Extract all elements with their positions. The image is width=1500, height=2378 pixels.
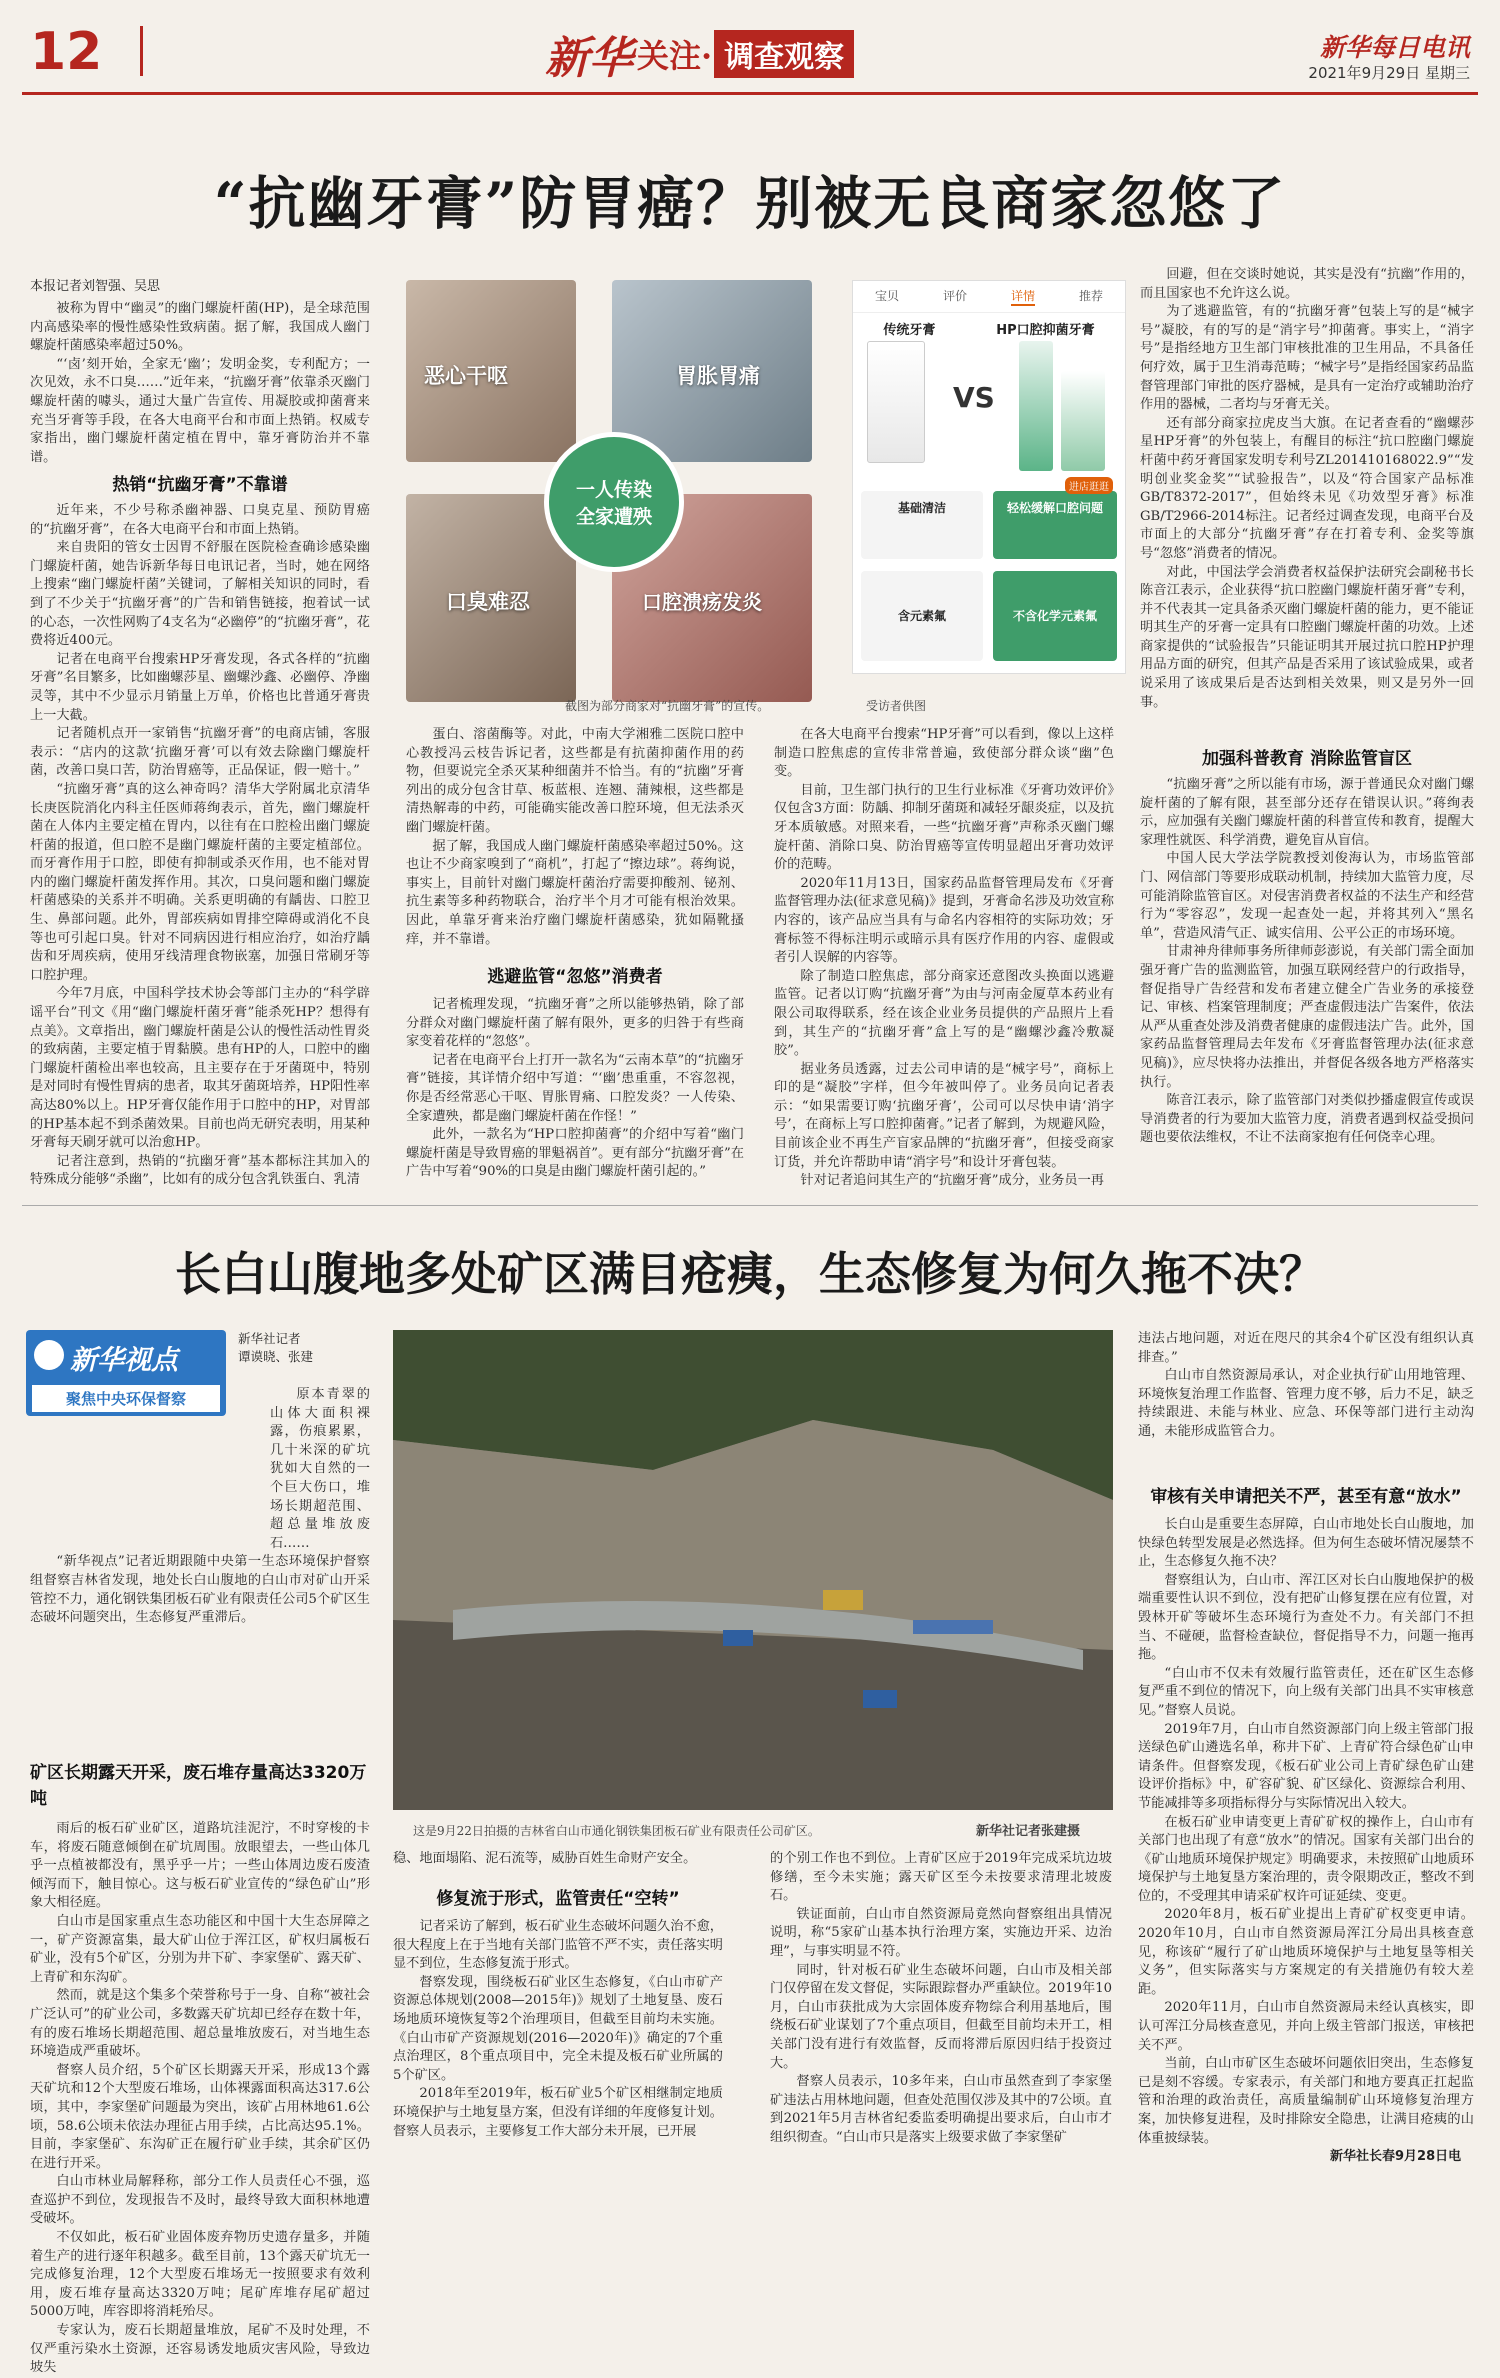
- paragraph: 在板石矿业申请变更上青矿矿权的操作上，白山市有关部门也出现了有意“放水”的情况。国家有关部门出台的《矿山地质环境保护规定》明确要求，未按照矿山地质环境保护与土地复垦方案治理的，责令限期改正，整改不到位的，不受理其申请采矿权许可证延续、变更。: [1138, 1814, 1474, 1904]
- image-credit: 受访者供图: [866, 699, 927, 713]
- section-name: 关注·: [637, 37, 713, 75]
- image-caption: 截图为部分商家对“抗幽牙膏”的宣传。: [565, 699, 770, 713]
- paragraph: 然而，就是这个集多个荣誉称号于一身、自称“被社会广泛认可”的矿业公司，多数露天矿坑却已经存在数十年，有的废石堆场长期超范围、超总量堆放废石，对当地生态环境造成严重破坏。: [30, 1988, 370, 2060]
- mine-photo-svg: [393, 1330, 1113, 1810]
- article2-intro: [30, 1386, 370, 1752]
- promo-image-group: [406, 280, 1126, 720]
- article1-col3: [774, 726, 1114, 1188]
- paragraph: 除了制造口腔焦虑，部分商家还意图改头换面以逃避监管。记者以订购“抗幽牙膏”为由与河南金厦草本药业有限公司取得联系，经在该企业业务员提供的产品照片上看到，其生产的“抗幽牙膏”盒上写的是“幽螺沙鑫冷敷凝胶”。: [774, 968, 1114, 1059]
- product-left-name: 传统牙膏: [883, 323, 936, 338]
- paragraph: 2018年至2019年，板石矿业5个矿区相继制定地质环境保护与土地复垦方案，但没有详细的年度修复计划。督察人员表示，主要修复工作大部分未开展，已开展: [393, 2086, 723, 2139]
- header-rule: [22, 92, 1478, 95]
- paragraph: 2020年11月13日，国家药品监督管理局发布《牙膏监督管理办法(征求意见稿)》提到，牙膏命名涉及功效宣称内容的，该产品应当具有与命名内容相符的实际功效；牙膏标签不得标注明示或暗示具有医疗作用的内容、虚假或者引人误解的内容等。: [774, 875, 1114, 966]
- article1-col4: [1140, 266, 1474, 732]
- paragraph: 稳、地面塌陷、泥石流等，威胁百姓生命财产安全。: [393, 1851, 697, 1866]
- paragraph: 雨后的板石矿业矿区，道路坑洼泥泞，不时穿梭的卡车，将废石随意倾倒在矿坑周围。放眼望去，一些山体几乎一点植被都没有，黑乎乎一片；一些山体周边废石废渣倾泻而下，触目惊心。这与板石矿业宣传的“绿色矿山”形象大相径庭。: [30, 1821, 370, 1911]
- article1-byline: 本报记者刘智强、吴思: [30, 279, 161, 294]
- section-box: 调查观察: [714, 30, 854, 78]
- paragraph: 督察人员介绍，5个矿区长期露天开采，形成13个露天矿坑和12个大型废石堆场，山体裸露面积高达317.6公顷，其中，李家堡矿问题最为突出，该矿占用林地61.6公顷，58.6公顷未依法办理征占用手续，占比高达95.1%。目前，李家堡矿、东沟矿正在履行矿业手续，其余矿区仍在进行开采。: [30, 2062, 370, 2171]
- article2-byline: [238, 1330, 313, 1366]
- paragraph: 对此，中国法学会消费者权益保护法研究会副秘书长陈音江表示，企业获得“抗口腔幽门螺旋杆菌牙膏”专利，并不代表其一定具备杀灭幽门螺旋杆菌的能力，更不能证明其生产的牙膏一定具有口腔幽门螺旋杆菌的功效。上述商家提供的“试验报告”只能证明其开展过抗口腔HP护理用品方面的研究，但其产品是否采用了该试验成果，或者说采用了该成果后是否达到相关效果，则又是另外一回事。: [1140, 564, 1474, 710]
- paper-brand: 新华每日电讯: [1319, 33, 1470, 62]
- tile-label: 胃胀胃痛: [676, 364, 760, 388]
- paragraph: 据业务员透露，过去公司申请的是“械字号”，商标上印的是“凝胶”字样，但今年被叫停了。业务员向记者表示：“如果需要订购‘抗幽牙膏’，公司可以尽快申请‘消字号’，在商标上写口腔抑菌膏。”记者了解到，为规避风险，目前该企业不再生产盲家品牌的“抗幽牙膏”，但接受商家订货，并允许帮助申请“消字号”和设计牙膏包装。: [774, 1061, 1114, 1170]
- paragraph: 来自贵阳的管女士因胃不舒服在医院检查确诊感染幽门螺旋杆菌，她告诉新华每日电讯记者，当时，她在网络上搜索“幽门螺旋杆菌”关键词，了解相关知识的同时，看到了不少关于“抗幽牙膏”的广告和销售链接，抱着试一试的心态，一次性网购了4支名为“必幽停”的“抗幽牙膏”，花费将近400元。: [30, 540, 370, 649]
- paragraph: 今年7月底，中国科学技术协会等部门主办的“科学辟谣平台”刊文《用“幽门螺旋杆菌牙膏”能杀死HP？想得有点美》。文章指出，幽门螺旋杆菌是公认的慢性活动性胃炎的致病菌，主要定植于胃黏膜。患有HP的人，口腔中的幽门螺旋杆菌检出率也较高，且主要存在于牙菌斑中，特别是对同时有慢性胃病的患者，取其牙菌斑培养，HP阳性率高达80%以上。HP牙膏仅能作用于口腔中的HP，对胃部的HP基本起不到杀菌效果。目前也尚无研究表明，用某种牙膏每天刷牙就可以治愈HP。: [30, 986, 370, 1151]
- paragraph: 的个别工作也不到位。上青矿区应于2019年完成采坑边坡修缮，至今未实施；露天矿区至今未按要求清理北坡废石。: [770, 1851, 1112, 1904]
- product-right-name: HP口腔抑菌牙膏: [996, 323, 1095, 338]
- compare-right-row2: 不含化学元素氟: [993, 571, 1117, 661]
- article1-sub2: 逃避监管“忽悠”消费者: [487, 967, 663, 987]
- eye-icon: [34, 1340, 64, 1370]
- article2-sub1: 矿区长期露天开采，废石堆存量高达3320万吨: [30, 1763, 367, 1809]
- phone-tab: 推荐: [1078, 289, 1103, 303]
- tile-label: 口臭难忍: [446, 590, 530, 614]
- vs-label: VS: [953, 381, 995, 414]
- paragraph: 白山市林业局解释称，部分工作人员责任心不强，巡查巡护不到位，发现报告不及时，最终导致大面积林地遭受破坏。: [30, 2174, 370, 2227]
- paragraph: 此外，一款名为“HP口腔抑菌膏”的介绍中写着“幽门螺旋杆菌是导致胃癌的罪魁祸首”。更有部分“抗幽牙膏”在广告中写着“90%的口臭是由幽门螺旋杆菌引起的。”: [406, 1127, 744, 1180]
- section-header: [545, 26, 854, 82]
- paragraph: 记者在电商平台搜索HP牙膏发现，各式各样的“抗幽牙膏”名目繁多，比如幽螺莎星、幽螺沙鑫、必幽停、净幽灵等，其中不少显示月销量上万单，价格也比普通牙膏贵上一大截。: [30, 651, 370, 723]
- paragraph: 督察组认为，白山市、浑江区对长白山腹地保护的极端重要性认识不到位，没有把矿山修复摆在应有位置，对毁林开矿等破坏生态环境行为查处不力。有关部门不担当、不碰硬，监督检查缺位，督促指导不力，问题一拖再拖。: [1138, 1572, 1474, 1663]
- badge-line: 一人传染: [575, 479, 652, 501]
- paragraph: 督察人员表示，10多年来，白山市虽然查到了李家堡矿违法占用林地问题，但查处范围仅涉及其中的7公顷。直到2021年5月吉林省纪委监委明确提出要求后，白山市才组织彻查。“白山市只是落实上级要求做了李家堡矿: [770, 2074, 1112, 2145]
- phone-tab: 宝贝: [874, 289, 899, 303]
- paragraph: 为了逃避监管，有的“抗幽牙膏”包装上写的是“械字号”凝胶，有的写的是“消字号”抑菌膏。事实上，“消字号”是指经地方卫生部门审核批准的卫生用品，不具备任何疗效，属于卫生消毒范畴；“械字号”是指经国家药品监督管理部门审批的医疗器械，是具有一定治疗或辅助治疗作用的器械，二者均与牙膏无关。: [1140, 304, 1474, 413]
- paragraph: 据了解，我国成人幽门螺旋杆菌感染率超过50%。这也让不少商家嗅到了“商机”，打起了“擦边球”。蒋绚说，事实上，目前针对幽门螺旋杆菌治疗需要抑酸剂、铋剂、抗生素等多种药物联合，治疗半个月才可能有根治效果。因此，单靠牙膏来治疗幽门螺旋杆菌感染，犹如隔靴搔痒，并不靠谱。: [406, 838, 744, 947]
- paragraph: 督察发现，围绕板石矿业区生态修复，《白山市矿产资源总体规划(2008—2015年)》规划了土地复垦、废石场地质环境恢复等2个治理项目，但截至目前均未实施。《白山市矿产资源规划(2016—2020年)》确定的7个重点治理区，8个重点项目中，完全未提及板石矿业所属的5个矿区。: [393, 1974, 723, 2083]
- article1-col1-intro: [30, 300, 370, 465]
- paragraph: 记者注意到，热销的“抗幽牙膏”基本都标注其加入的特殊成分能够“杀幽”，比如有的成分包含乳铁蛋白、乳清: [30, 1153, 370, 1188]
- paragraph: 长白山是重要生态屏障，白山市地处长白山腹地，加快绿色转型发展是必然选择。但为何生态破坏情况屡禁不止，生态修复久拖不决？: [1138, 1517, 1474, 1570]
- phone-screenshot: [852, 280, 1126, 674]
- article1-headline: “抗幽牙膏”防胃癌？别被无良商家忽悠了: [213, 170, 1287, 237]
- phone-tab-active: 详情: [1011, 287, 1035, 306]
- paragraph: 白山市是国家重点生态功能区和中国十大生态屏障之一，矿产资源富集，最大矿山位于浑江区，矿权归属板石矿业，没有5个矿区，分别为井下矿、李家堡矿、露天矿、上青矿和东沟矿。: [30, 1913, 370, 1985]
- article2-headline: 长白山腹地多处矿区满目疮痍，生态修复为何久拖不决？: [175, 1247, 1325, 1301]
- paragraph: 2020年11月，白山市自然资源局未经认真核实，即认可浑江分局核查意见，并向上级主管部门报送，审核把关不严。: [1138, 2000, 1474, 2053]
- hp-toothpaste-icon: [1019, 341, 1053, 471]
- paragraph: “‘卤’刻开始，全家无‘幽’；发明金奖，专利配方；一次见效，永不口臭……”近年来，“抗幽牙膏”依靠杀灭幽门螺旋杆菌的噱头，通过大量广告宣传、用凝胶或抑菌膏来充当牙膏等手段，在各大电商平台和市面上热销。权威专家指出，幽门螺旋杆菌定植在胃中，靠牙膏防治并不靠谱。: [30, 356, 370, 465]
- paragraph: 记者随机点开一家销售“抗幽牙膏”的电商店铺，客服表示：“店内的这款‘抗幽牙膏’可以有效去除幽门螺旋杆菌，改善口臭口苦，防治胃癌等，正品保证，假一赔十。”: [30, 726, 370, 779]
- paragraph: “抗幽牙膏”真的这么神奇吗？清华大学附属北京清华长庚医院消化内科主任医师蒋绚表示，首先，幽门螺旋杆菌在人体内主要定植在胃内，以往有在口腔检出幽门螺旋杆菌的报道，但口腔不是幽门螺旋杆菌的主要定植部位。而牙膏作用于口腔，即使有抑制或杀灭作用，也不能对胃内的幽门螺旋杆菌发挥作用。其次，口臭问题和幽门螺旋杆菌感染的关系并不明确。关系更明确的有龋齿、口腔卫生、鼻部问题。此外，胃部疾病如胃排空障碍或消化不良等也可引起口臭。针对不同病因进行相应治疗，如治疗龋齿和牙周疾病，使用牙线清理食物嵌塞，加强日常刷牙等口腔护理。: [30, 781, 370, 983]
- promo-center-badge: [544, 432, 684, 572]
- article2-col1: [30, 1820, 370, 2376]
- paragraph: 回避，但在交谈时她说，其实是没有“抗幽”作用的，而且国家也不允许这么说。: [1140, 267, 1474, 301]
- paragraph: 近年来，不少号称杀幽神器、口臭克星、预防胃癌的“抗幽牙膏”，在各大电商平台和市面上热销。: [30, 503, 370, 537]
- paragraph: “新华视点”记者近期跟随中央第一生态环境保护督察组督察吉林省发现，地处长白山腹地的白山市对矿山开采管控不力，通化钢铁集团板石矿业有限责任公司5个矿区生态破坏问题突出，生态修复严重滞后。: [30, 1554, 370, 1626]
- paragraph: 当前，白山市矿区生态破坏问题依旧突出，生态修复已是刻不容缓。专家表示，有关部门和地方要真正扛起监管和治理的政治责任，高质量编制矿山环境修复治理方案，加快修复进程，及时排除安全隐患，让满目疮痍的山体重披绿装。: [1138, 2056, 1474, 2146]
- paragraph: 违法占地问题，对近在咫尺的其余4个矿区没有组织认真排查。”: [1138, 1331, 1474, 1365]
- paragraph: 同时，针对板石矿业生态破坏问题，白山市及相关部门仅停留在发文督促，实际跟踪督办严重缺位。2019年10月，白山市获批成为大宗固体废弃物综合利用基地后，围绕板石矿业谋划了7个重点项目，但截至目前均未开工，相关部门没有进行有效监督，反而将滞后原因归结于投资过大。: [770, 1962, 1112, 2071]
- article2-col3: [770, 1850, 1112, 2164]
- paragraph: 不仅如此，板石矿业固体废弃物历史遗存量多，并随着生产的进行逐年积越多。截至目前，13个露天矿坑无一完成修复治理，12个大型废石堆场无一按照要求有效利用，废石堆存量高达3320万吨；尾矿库堆存尾矿超过5000万吨，库容即将消耗殆尽。: [30, 2230, 370, 2320]
- paragraph: 原本青翠的山体大面积裸露，伤痕累累，几十米深的矿坑犹如大自然的一个巨大伤口，堆场长期超范围、超总量堆放废石……: [270, 1387, 370, 1551]
- plain-toothpaste-icon: [867, 341, 925, 463]
- mine-photo: [393, 1330, 1113, 1810]
- article1-sub1: 热销“抗幽牙膏”不靠谱: [112, 475, 288, 495]
- article2-dateline: 新华社长春9月28日电: [1330, 2149, 1462, 2164]
- photo-caption: 这是9月22日拍摄的吉林省白山市通化钢铁集团板石矿业有限责任公司矿区。: [413, 1824, 820, 1838]
- article2-sub3: 审核有关申请把关不严，甚至有意“放水”: [1150, 1487, 1462, 1507]
- article2-sub2: 修复流于形式，监管责任“空转”: [436, 1889, 680, 1909]
- phone-tab: 评价: [942, 289, 967, 303]
- paragraph: 中国人民大学法学院教授刘俊海认为，市场监管部门、网信部门等要形成联动机制，持续加大监管力度，尽可能消除监管盲区。对侵害消费者权益的不法生产和经营行为“零容忍”，发现一起查处一起，并将其列入“黑名单”，营造风清气正、诚实信用、公平公正的市场环境。: [1140, 851, 1474, 941]
- paragraph: 记者采访了解到，板石矿业生态破坏问题久治不愈，很大程度上在于当地有关部门监管不严不实，责任落实明显不到位，生态修复流于形式。: [393, 1919, 723, 1972]
- article2-col2: [393, 1850, 723, 1872]
- shop-badge: 进店逛逛: [1065, 477, 1113, 494]
- column-logo-sub: 聚焦中央环保督察: [32, 1385, 220, 1412]
- photo-credit: 新华社记者张建摄: [976, 1824, 1081, 1839]
- paragraph: 针对记者追问其生产的“抗幽牙膏”成分，业务员一再: [800, 1173, 1104, 1189]
- paragraph: “白山市不仅未有效履行监管责任，还在矿区生态修复严重不到位的情况下，向上级有关部门出具不实审核意见。”督察人员说。: [1138, 1665, 1474, 1718]
- paragraph: 还有部分商家拉虎皮当大旗。在记者查看的“幽螺莎星HP牙膏”的外包装上，有醒目的标注“抗口腔幽门螺旋杆菌中药牙膏国家发明专利号ZL201410168022.9”“发明创业奖金奖”“试验报告”，以及“符合国家产品标准GB/T8372-2017”，但始终未见《功效型牙膏》标准GB/T2966-2014标注。记者经过调查发现，电商平台及市面上的大部分“抗幽牙膏”存在打着专利、金奖等旗号“忽悠”消费者的情况。: [1140, 415, 1474, 561]
- tile-label: 口腔溃疡发炎: [642, 590, 762, 614]
- page-number: 12: [30, 22, 103, 82]
- article1-col4b: [1140, 776, 1474, 1188]
- byline-label: 新华社记者: [238, 1331, 301, 1346]
- compare-right-row1: 轻松缓解口腔问题: [993, 491, 1117, 559]
- paragraph: 甘肃神舟律师事务所律师彭澎说，有关部门需全面加强牙膏广告的监测监管，加强互联网经营户的行政指导，督促指导广告经营和发布者建立健全广告业务的承接登记、审核、档案管理制度；严查虚假违法广告案件，依法从严从重查处涉及消费者健康的虚假违法广告。此外，国家药品监督管理局去年发布《牙膏监督管理办法(征求意见稿)》，应尽快将办法推出，并督促各级各地方严格落实执行。: [1140, 944, 1474, 1090]
- paragraph: 被称为胃中“幽灵”的幽门螺旋杆菌(HP)，是全球范围内高感染率的慢性感染性致病菌。据了解，我国成人幽门螺旋杆菌感染率超过50%。: [30, 301, 370, 354]
- byline-names: 谭谟晓、张建: [238, 1349, 314, 1364]
- column-logo-title: 新华视点: [70, 1345, 178, 1376]
- paragraph: 记者梳理发现，“抗幽牙膏”之所以能够热销，除了部分群众对幽门螺旋杆菌了解有限外，更多的归咎于有些商家变着花样的“忽悠”。: [406, 997, 744, 1050]
- article2-col4: [1138, 1330, 1474, 1470]
- article2-col4b: [1138, 1516, 1474, 2146]
- paragraph: 蛋白、溶菌酶等。对此，中南大学湘雅二医院口腔中心教授冯云枝告诉记者，这些都是有抗菌抑菌作用的药物，但要说完全杀灭某种细菌并不恰当。有的“抗幽”牙膏列出的成分包含甘草、板蓝根、连翘、蒲辣根，这些都是清热解毒的中药，可能确实能改善口腔环境，但无法杀灭幽门螺旋杆菌。: [406, 727, 744, 835]
- tile-label: 恶心干呕: [424, 364, 508, 388]
- paragraph: 2020年8月，板石矿业提出上青矿矿权变更申请。2020年10月，白山市自然资源局浑江分局出具核查意见，称该矿“履行了矿山地质环境保护与土地复垦等相关义务”，但实际落实与方案规定的有关措施仍有较大差距。: [1138, 1907, 1474, 1997]
- xinhua-logo: 新华: [545, 33, 633, 84]
- promo-tile-stomach: [612, 280, 812, 462]
- paragraph: 目前，卫生部门执行的卫生行业标准《牙膏功效评价》仅包含3方面：防龋、抑制牙菌斑和减轻牙龈炎症，以及抗牙本质敏感。对照来看，一些“抗幽牙膏”声称杀灭幽门螺旋杆菌、消除口臭、防治胃癌等宣传明显超出牙膏功效评价的范畴。: [774, 782, 1114, 873]
- paragraph: 白山市自然资源局承认，对企业执行矿山用地管理、环境恢复治理工作监督、管理力度不够，后力不足，缺乏持续跟进、未能与林业、应急、环保等部门进行主动沟通，未能形成监管合力。: [1138, 1368, 1474, 1439]
- paragraph: 在各大电商平台搜索“HP牙膏”可以看到，像以上这样制造口腔焦虑的宣传非常普遍，致使部分群众谈“幽”色变。: [774, 727, 1114, 780]
- article1-sub3: 加强科普教育 消除监管盲区: [1202, 749, 1412, 769]
- article2-col2b: [393, 1918, 723, 2164]
- compare-left-row1: 基础清洁: [861, 491, 983, 559]
- article1-col2b: [406, 996, 744, 1186]
- hp-box-icon: [1061, 371, 1105, 471]
- article1-col2: [406, 726, 744, 958]
- paragraph: 铁证面前，白山市自然资源局竟然向督察组出具情况说明，称“5家矿山基本执行治理方案，实施边开采、边治理”，与事实明显不符。: [770, 1906, 1112, 1959]
- paragraph: 记者在电商平台上打开一款名为“云南本草”的“抗幽牙膏”链接，其详情介绍中写道：“‘幽’患重重，不容忽视，你是否经常恶心干呕、胃胀胃痛、口腔发炎？一人传染、全家遭殃，都是幽门螺旋杆菌在作怪！”: [406, 1052, 744, 1124]
- issue-date: 2021年9月29日 星期三: [1308, 64, 1470, 82]
- promo-tile-nausea: [406, 280, 576, 462]
- badge-line: 全家遭殃: [575, 506, 652, 528]
- article-separator: [22, 1205, 1478, 1206]
- paragraph: “抗幽牙膏”之所以能有市场，源于普通民众对幽门螺旋杆菌的了解有限，甚至部分还存在错误认识。”蒋绚表示，应加强有关幽门螺旋杆菌的科普宣传和教育，提醒大家理性就医、科学消费，避免盲从盲信。: [1140, 777, 1474, 848]
- paragraph: 2019年7月，白山市自然资源部门向上级主管部门报送绿色矿山遴选名单，称井下矿、上青矿符合绿色矿山申请条件。但督察发现，《板石矿业公司上青矿绿色矿山建设评价指标》中，矿容矿貌、矿区绿化、资源综合利用、节能减排等多项指标得分与实际情况出入较大。: [1138, 1721, 1474, 1811]
- paragraph: 陈音江表示，除了监管部门对类似抄播虚假宣传或误导消费者的行为要加大监管力度，消费者遇到权益受损问题也要依法维权，不让不法商家抱有任何侥幸心理。: [1140, 1093, 1474, 1146]
- paragraph: 专家认为，废石长期超量堆放，尾矿不及时处理，不仅严重污染水土资源，还容易诱发地质灾害风险，导致边坡失: [30, 2323, 370, 2376]
- compare-left-row2: 含元素氟: [861, 571, 983, 661]
- header-divider: [140, 26, 143, 76]
